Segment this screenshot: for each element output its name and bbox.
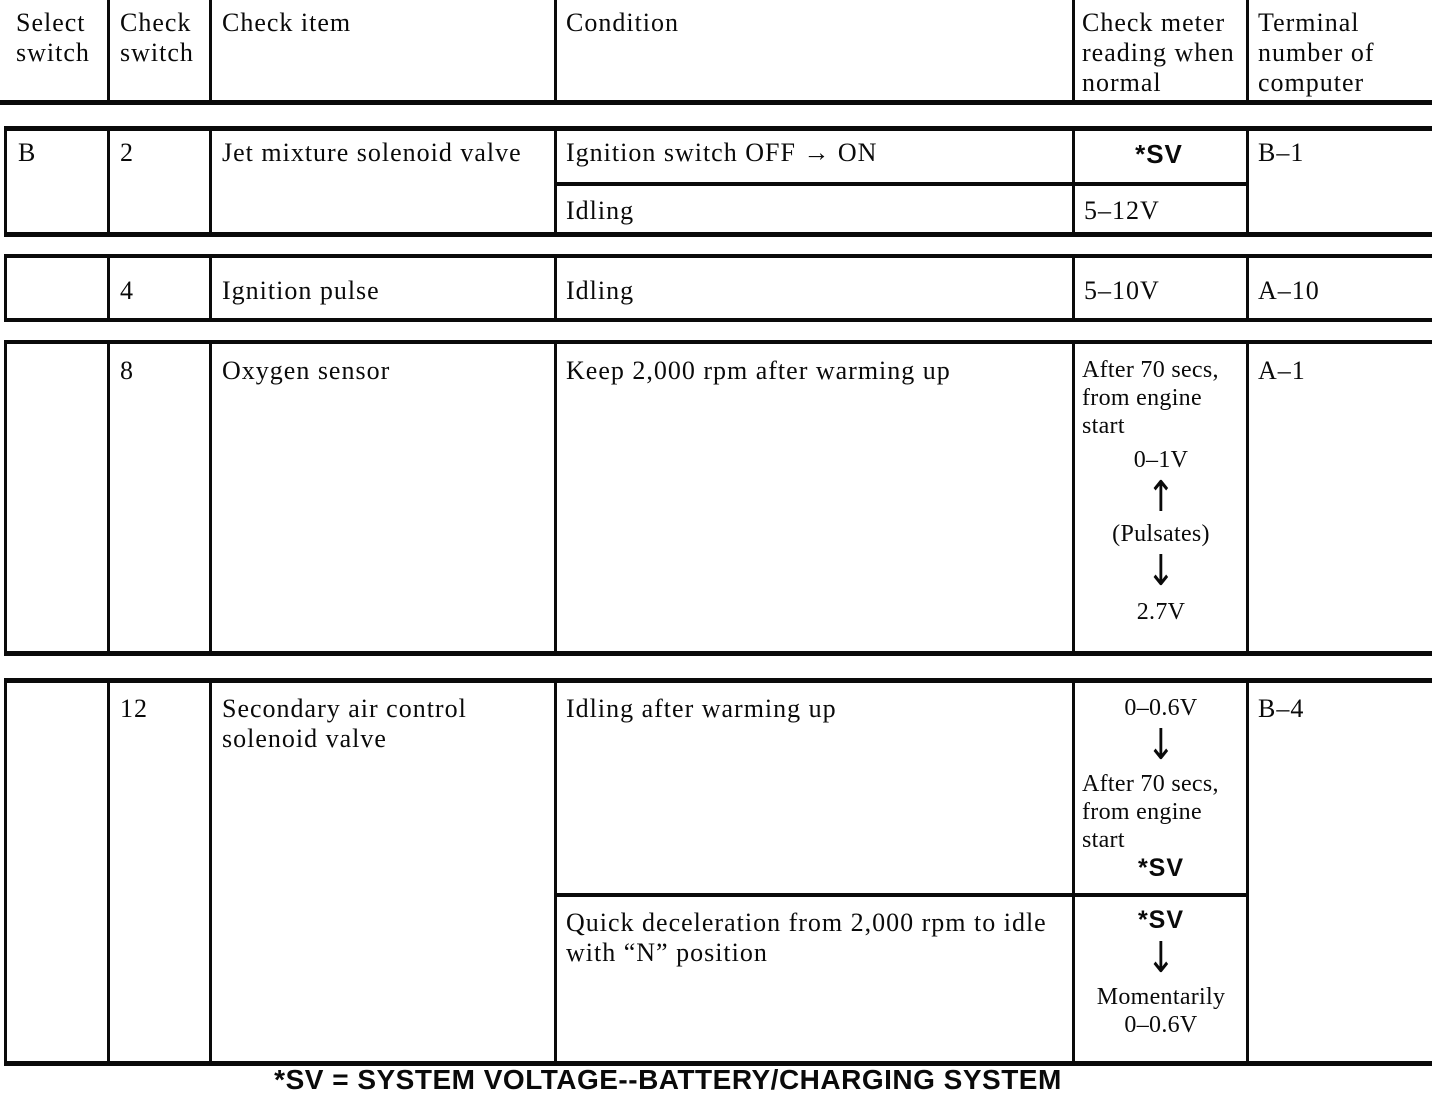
table-border (4, 318, 1432, 322)
table-border (1072, 254, 1075, 322)
table-border (1246, 340, 1249, 656)
table-border (4, 678, 1432, 683)
cell-condition: Ignition switch OFF → ON (566, 138, 878, 167)
cell-condition: Idling after warming up (566, 694, 837, 723)
cell-select-switch: B (18, 138, 37, 167)
cell-condition: Quick deceleration from 2,000 rpm to idle with “N” position (566, 908, 1047, 968)
cell-check-item: Secondary air control solenoid valve (222, 694, 467, 754)
header-check-switch: Check switch (120, 8, 194, 68)
reading-value: 0–0.6V (1124, 1012, 1198, 1039)
table-border (1072, 678, 1075, 1066)
cell-check-switch: 4 (120, 276, 134, 305)
table-border (209, 254, 212, 322)
cell-check-switch: 12 (120, 694, 148, 723)
reading-intro: After 70 secs, from engine start (1082, 357, 1219, 440)
table-border (554, 254, 557, 322)
meter-reading-cell (1082, 356, 1240, 626)
table-border (107, 0, 110, 102)
header-select-switch: Select switch (16, 8, 90, 68)
table-border (1246, 254, 1249, 322)
table-border (4, 340, 1432, 344)
header-meter-reading: Check meter reading when normal (1082, 8, 1235, 98)
cell-meter-reading: *SV (1135, 139, 1183, 169)
header-check-item: Check item (222, 8, 352, 37)
table-border (4, 232, 1432, 237)
page-footnote: *SV = SYSTEM VOLTAGE--BATTERY/CHARGING SYSTEM (274, 1064, 1062, 1094)
cell-condition: Keep 2,000 rpm after warming up (566, 356, 951, 385)
table-border (4, 254, 1432, 258)
cell-condition: Idling (566, 276, 635, 305)
reading-value: 0–1V (1133, 447, 1189, 474)
meter-reading-cell (1082, 906, 1240, 1039)
table-border (1246, 0, 1249, 102)
table-border (554, 182, 1249, 186)
cell-terminal: A–1 (1258, 356, 1306, 385)
cell-check-item: Jet mixture solenoid valve (222, 138, 522, 167)
table-border (1246, 126, 1249, 237)
table-border (554, 678, 557, 1066)
reading-note: Momentarily (1096, 984, 1226, 1011)
reading-value: 0–0.6V (1124, 695, 1198, 721)
table-border (107, 678, 110, 1066)
table-border (4, 678, 7, 1066)
cell-check-item: Ignition pulse (222, 276, 380, 305)
reading-intro: After 70 secs, from engine start (1082, 771, 1219, 854)
table-border (554, 126, 557, 237)
table-border (0, 100, 1432, 105)
table-border (107, 340, 110, 656)
cell-condition: Idling (566, 196, 635, 225)
table-border (1246, 678, 1249, 1066)
table-border (209, 340, 212, 656)
cell-check-switch: 8 (120, 356, 134, 385)
table-border (4, 126, 7, 237)
table-border (4, 340, 7, 656)
arrow-down-icon: ↓ (1146, 720, 1176, 771)
arrow-up-icon: ↑ (1146, 472, 1176, 523)
table-border (554, 0, 557, 102)
arrow-down-icon: ↓ (1146, 933, 1176, 984)
table-border (209, 126, 212, 237)
header-terminal: Terminal number of computer (1258, 8, 1375, 98)
reading-value: *SV (1137, 854, 1185, 883)
cell-meter-reading: 5–12V (1084, 196, 1160, 225)
table-border (4, 126, 1432, 131)
reading-note: (Pulsates) (1112, 521, 1210, 548)
table-border (4, 651, 1432, 656)
table-border (107, 254, 110, 322)
table-border (4, 254, 7, 322)
cell-check-item: Oxygen sensor (222, 356, 391, 385)
cell-check-switch: 2 (120, 138, 134, 167)
table-border (554, 893, 1249, 897)
cell-terminal: B–4 (1258, 694, 1305, 723)
arrow-down-icon: ↓ (1146, 546, 1176, 597)
meter-reading-cell (1082, 694, 1240, 884)
cell-terminal: B–1 (1258, 138, 1305, 167)
table-border (1072, 0, 1075, 102)
table-border (1072, 340, 1075, 656)
table-border (107, 126, 110, 237)
cell-meter-reading: 5–10V (1084, 276, 1160, 305)
reading-value: *SV (1137, 906, 1185, 934)
cell-terminal: A–10 (1258, 276, 1320, 305)
reading-value: 2.7V (1136, 599, 1186, 626)
table-border (209, 0, 212, 102)
header-condition: Condition (566, 8, 680, 37)
table-border (209, 678, 212, 1066)
table-border (554, 340, 557, 656)
